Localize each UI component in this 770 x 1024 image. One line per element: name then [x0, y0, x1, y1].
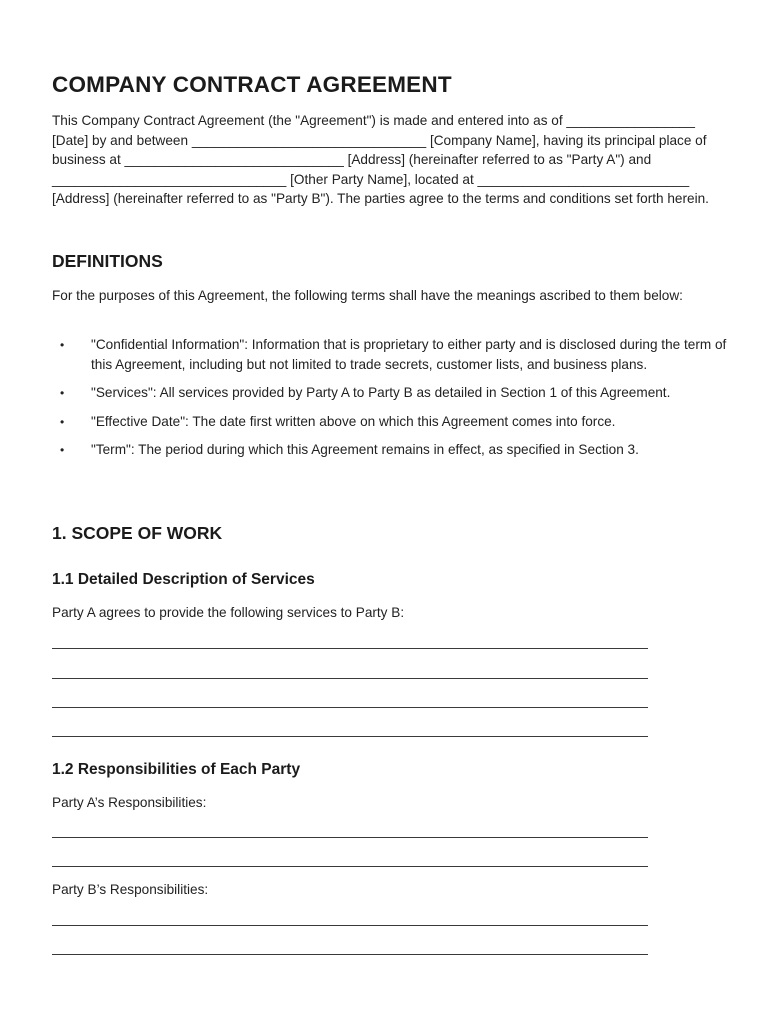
- party-b-label: Party B’s Responsibilities:: [52, 882, 209, 897]
- services-fill-line-3[interactable]: [52, 707, 648, 708]
- address-a-blank[interactable]: _____________________________: [124, 152, 344, 168]
- intro-text: [Company Name], having its principal place of business at: [52, 132, 707, 168]
- services-fill-line-1[interactable]: [52, 648, 648, 649]
- bullet-icon: •: [60, 338, 65, 352]
- list-item: [52, 412, 732, 432]
- definitions-list: [52, 335, 732, 460]
- definitions-heading: DEFINITIONS: [52, 251, 163, 271]
- intro-text: [Other Party Name], located at: [286, 171, 478, 187]
- intro-paragraph: [52, 111, 724, 209]
- bullet-icon: •: [60, 443, 65, 458]
- list-item: [52, 440, 732, 460]
- definition-text: "Term": The period during which this Agreement remains in effect, as specified in Section 3.: [91, 442, 639, 458]
- services-subheading: 1.1 Detailed Description of Services: [52, 571, 315, 588]
- intro-text: This Company Contract Agreement (the "Agreement") is made and entered into as of: [52, 113, 563, 128]
- list-item: [52, 383, 732, 403]
- intro-text: [Address] (hereinafter referred to as "Party A") and: [343, 152, 652, 168]
- date-blank[interactable]: _________________: [566, 113, 695, 128]
- list-item: [52, 335, 732, 374]
- party-b-fill-line-1[interactable]: [52, 925, 648, 926]
- bullet-icon: •: [60, 386, 65, 401]
- other-party-name-blank[interactable]: _______________________________: [52, 171, 287, 187]
- party-b-fill-line-2[interactable]: [52, 954, 648, 955]
- party-a-label: Party A’s Responsibilities:: [52, 795, 207, 810]
- services-fill-line-4[interactable]: [52, 736, 648, 737]
- bullet-icon: •: [60, 414, 65, 429]
- company-name-blank[interactable]: _______________________________: [191, 132, 427, 148]
- definition-text: "Effective Date": The date first written above on which this Agreement comes into force.: [91, 413, 616, 429]
- party-a-fill-line-1[interactable]: [52, 837, 648, 838]
- intro-text: [Address] (hereinafter referred to as "Party B"). The parties agree to the terms and conditions set forth herein.: [52, 191, 709, 207]
- definition-text: "Confidential Information": Information that is proprietary to either party and is disclosed during the term of this Agreement, including but not limited to trade secrets, customer lists, and business plans.: [91, 337, 727, 372]
- services-lead: Party A agrees to provide the following services to Party B:: [52, 605, 405, 620]
- intro-text: [Date] by and between: [52, 132, 192, 148]
- definitions-lead: For the purposes of this Agreement, the following terms shall have the meanings ascribed to them below:: [52, 288, 683, 303]
- definition-text: "Services": All services provided by Party A to Party B as detailed in Section 1 of this Agreement.: [91, 385, 671, 401]
- services-fill-line-2[interactable]: [52, 678, 648, 679]
- address-b-blank[interactable]: ____________________________: [477, 171, 690, 187]
- responsibilities-subheading: 1.2 Responsibilities of Each Party: [52, 761, 301, 778]
- party-a-fill-line-2[interactable]: [52, 866, 648, 867]
- document-title: COMPANY CONTRACT AGREEMENT: [52, 72, 452, 97]
- scope-heading: 1. SCOPE OF WORK: [52, 523, 223, 543]
